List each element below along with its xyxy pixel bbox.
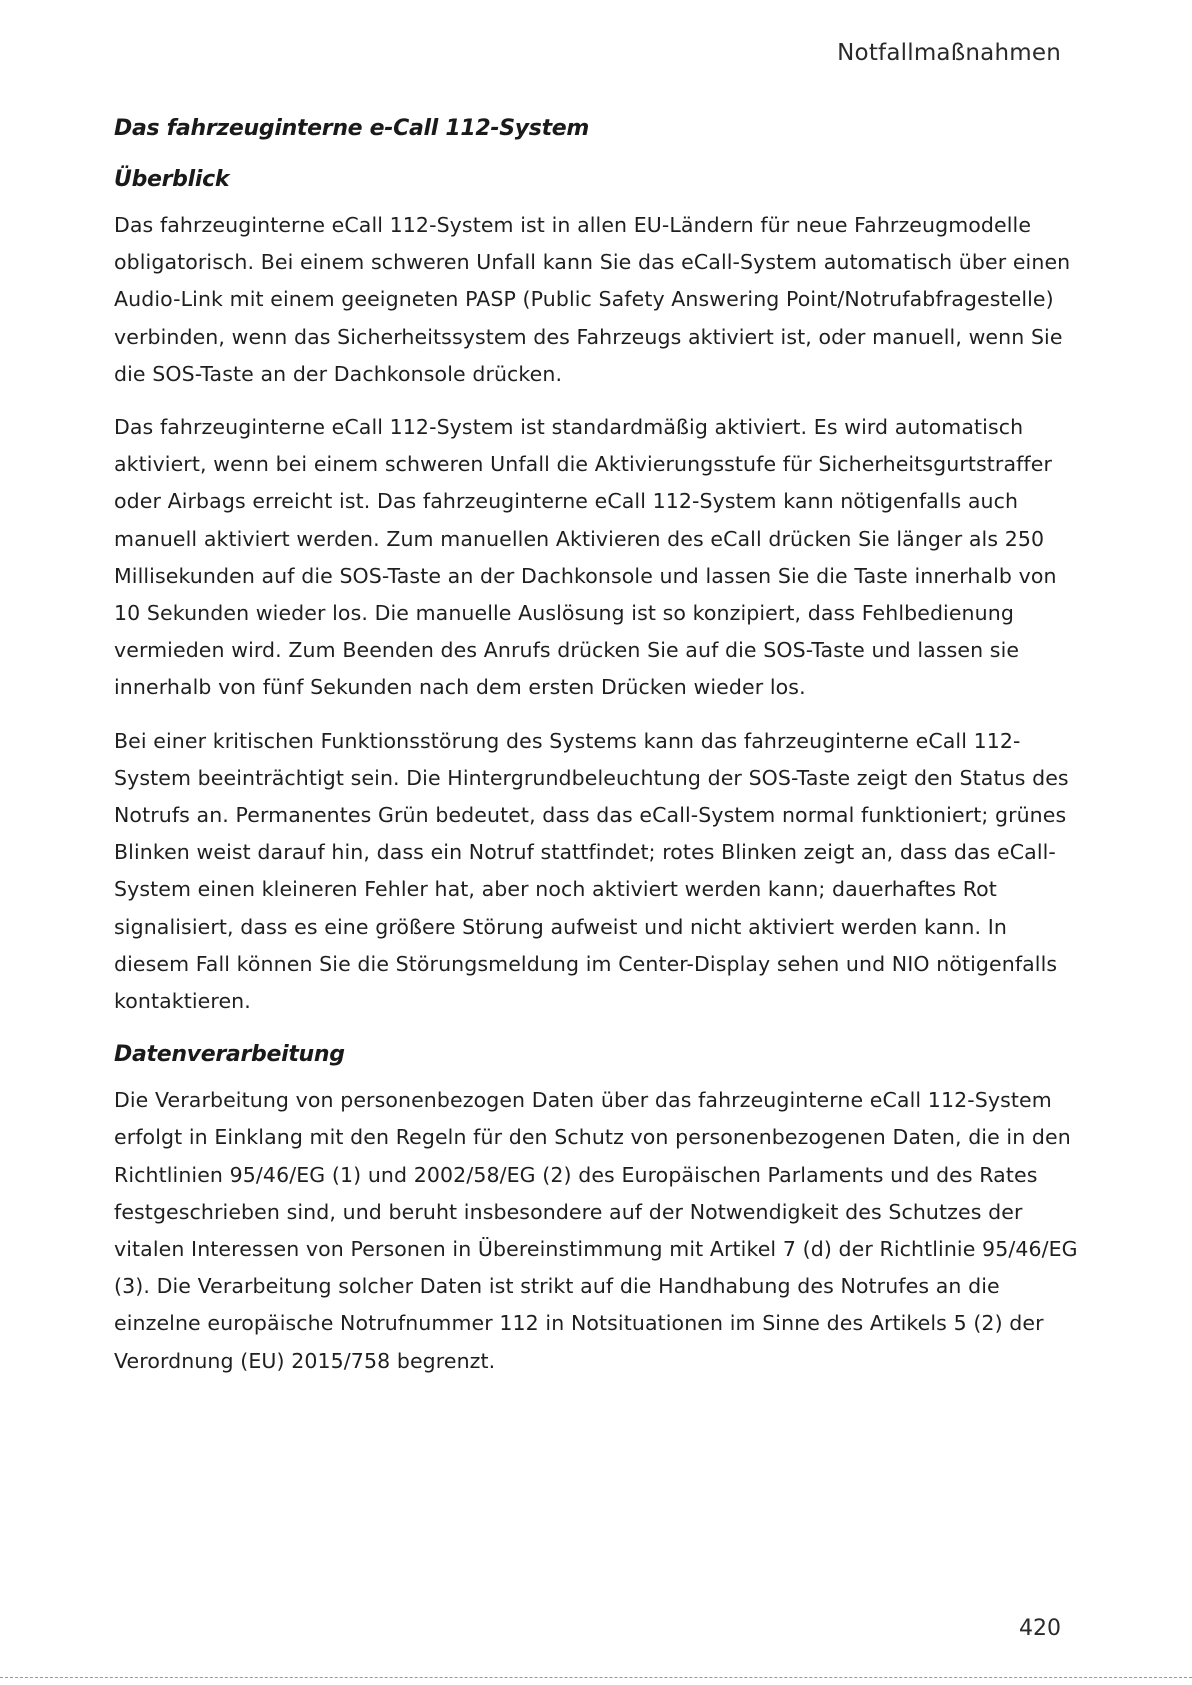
section-title: Das fahrzeuginterne e-Call 112-System: [114, 116, 590, 141]
running-header: Notfallmaßnahmen: [837, 40, 1061, 66]
page-bottom-divider: [0, 1677, 1192, 1678]
data-processing-heading: Datenverarbeitung: [114, 1042, 345, 1068]
page-content: [114, 110, 1079, 1396]
page-number: 420: [1019, 1616, 1061, 1641]
data-processing-paragraph: Die Verarbeitung von personenbezogen Daten über das fahrzeuginterne eCall 112-System erfolgt in Einklang mit den Regeln für den Schutz von personenbezogenen Daten, die in den Richtlinien 95/46/EG (1) und 2002/58/EG (2) des Europäischen Parlaments und des Rates festgeschrieben sind, und beruht insbesondere auf der Notwendigkeit des Schutzes der vitalen Interessen von Personen in Übereinstimmung mit Artikel 7 (d) der Richtlinie 95/46/EG (3). Die Verarbeitung solcher Daten ist strikt auf die Handhabung des Notrufes an die einzelne europäische Notrufnummer 112 in Notsituationen im Sinne des Artikels 5 (2) der Verordnung (EU) 2015/758 begrenzt.: [114, 1088, 1078, 1373]
overview-paragraph-2: Das fahrzeuginterne eCall 112-System ist standardmäßig aktiviert. Es wird automatisch aktiviert, wenn bei einem schweren Unfall die Aktivierungsstufe für Sicherheitsgurtstraffer oder Airbags erreicht ist. Das fahrzeuginterne eCall 112-System kann nötigenfalls auch manuell aktiviert werden. Zum manuellen Aktivieren des eCall drücken Sie länger als 250 Millisekunden auf die SOS-Taste an der Dachkonsole und lassen Sie die Taste innerhalb von 10 Sekunden wieder los. Die manuelle Auslösung ist so konzipiert, dass Fehlbedienung vermieden wird. Zum Beenden des Anrufs drücken Sie auf die SOS-Taste und lassen sie innerhalb von fünf Sekunden nach dem ersten Drücken wieder los.: [114, 415, 1057, 700]
overview-paragraph-3: Bei einer kritischen Funktionsstörung des Systems kann das fahrzeuginterne eCall 112-System beeinträchtigt sein. Die Hintergrundbeleuchtung der SOS-Taste zeigt den Status des Notrufs an. Permanentes Grün bedeutet, dass das eCall-System normal funktioniert; grünes Blinken weist darauf hin, dass ein Notruf stattfindet; rotes Blinken zeigt an, dass das eCall-System einen kleineren Fehler hat, aber noch aktiviert werden kann; dauerhaftes Rot signalisiert, dass es eine größere Störung aufweist und nicht aktiviert werden kann. In diesem Fall können Sie die Störungsmeldung im Center-Display sehen und NIO nötigenfalls kontaktieren.: [114, 728, 1069, 1014]
overview-heading: Überblick: [114, 167, 230, 192]
overview-paragraph-1: Das fahrzeuginterne eCall 112-System ist in allen EU-Ländern für neue Fahrzeugmodelle obligatorisch. Bei einem schweren Unfall kann Sie das eCall-System automatisch über einen Audio-Link mit einem geeigneten PASP (Public Safety Answering Point/Notrufabfragestelle) verbinden, wenn das Sicherheitssystem des Fahrzeugs aktiviert ist, oder manuell, wenn Sie die SOS-Taste an der Dachkonsole drücken.: [114, 213, 1071, 386]
